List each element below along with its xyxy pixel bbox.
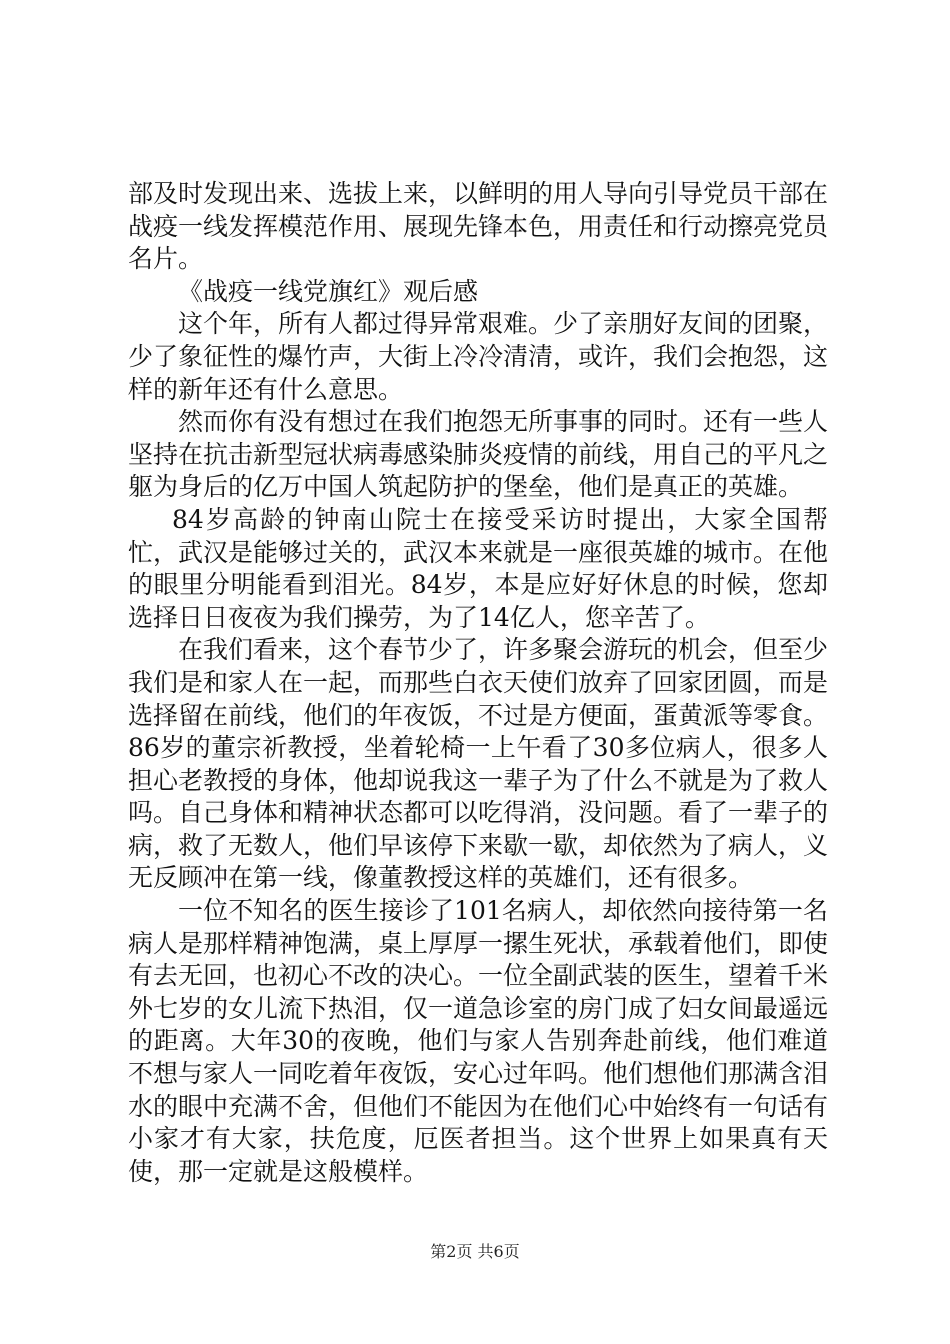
paragraph-5: 一位不知名的医生接诊了101名病人，却依然向接待第一名病人是那样精神饱满，桌上厚厚一摞生死状，承载着他们，即使有去无回，也初心不改的决心。一位全副武装的医生，望着千米外七岁的女儿流下热泪，仅一道急诊室的房门成了妇女间最遥远的距离。大年30的夜晚，他们与家人告别奔赴前线，他们难道不想与家人一同吃着年夜饭，安心过年吗。他们想他们那满含泪水的眼中充满不舍，但他们不能因为在他们心中始终有一句话有小家才有大家，扶危度，厄医者担当。这个世界上如果真有天使，那一定就是这般模样。 — [128, 896, 829, 1186]
section-title: 《战疫一线党旗红》观后感 — [178, 276, 479, 306]
paragraph-2: 然而你有没有想过在我们抱怨无所事事的同时。还有一些人坚持在抗击新型冠状病毒感染肺炎疫情的前线，用自己的平凡之躯为身后的亿万中国人筑起防护的堡垒，他们是真正的英雄。 — [128, 407, 829, 502]
paragraph-3: 84岁高龄的钟南山院士在接受采访时提出，大家全国帮忙，武汉是能够过关的，武汉本来就是一座很英雄的城市。在他的眼里分明能看到泪光。84岁，本是应好好休息的时候，您却选择日日夜夜为我们操劳，为了14亿人，您辛苦了。 — [128, 504, 829, 632]
paragraph-continuation: 部及时发现出来、选拔上来，以鲜明的用人导向引导党员干部在战疫一线发挥模范作用、展现先锋本色，用责任和行动擦亮党员名片。 — [128, 179, 829, 274]
page-footer: 第2页 共6页 — [430, 1242, 520, 1261]
document-body — [128, 178, 828, 1188]
paragraph-1: 这个年，所有人都过得异常艰难。少了亲朋好友间的团聚，少了象征性的爆竹声，大街上冷冷清清，或许，我们会抱怨，这样的新年还有什么意思。 — [128, 309, 829, 404]
paragraph-4: 在我们看来，这个春节少了，许多聚会游玩的机会，但至少我们是和家人在一起，而那些白衣天使们放弃了回家团圆，而是选择留在前线，他们的年夜饭，不过是方便面，蛋黄派等零食。86岁的董宗祈教授，坐着轮椅一上午看了30多位病人，很多人担心老教授的身体，他却说我这一辈子为了什么不就是为了救人吗。自己身体和精神状态都可以吃得消，没问题。看了一辈子的病，救了无数人，他们早该停下来歇一歇，却依然为了病人，义无反顾冲在第一线，像董教授这样的英雄们，还有很多。 — [128, 635, 829, 893]
